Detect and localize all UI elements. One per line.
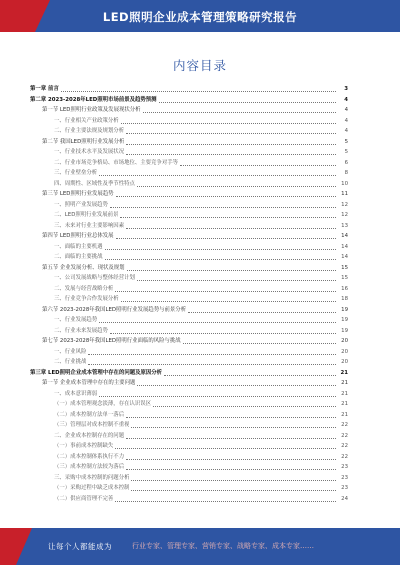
toc-entry-title: 二、行业市场竞争格局、市场地位、主要竞争对手等 bbox=[54, 159, 178, 166]
toc-entry-title: 二、面临的主要挑战 bbox=[54, 254, 103, 260]
toc-entry-page: 15 bbox=[341, 264, 348, 271]
dot-leader bbox=[99, 396, 336, 397]
toc-entry-page: 23 bbox=[341, 485, 348, 491]
toc-entry[interactable] bbox=[30, 158, 348, 169]
toc-entry-page: 21 bbox=[341, 401, 348, 407]
dot-leader bbox=[116, 196, 336, 197]
footer-slogan: 让每个人都能成为 bbox=[48, 542, 112, 551]
toc-entry-page: 4 bbox=[344, 128, 348, 134]
toc-entry[interactable] bbox=[30, 179, 348, 190]
toc-entry-title: 一、行业发展趋势 bbox=[54, 317, 98, 323]
toc-entry-page: 4 bbox=[344, 117, 348, 124]
toc-entry-title: 一、行业风险 bbox=[54, 348, 87, 355]
toc-entry-title: 一、公司发展战略与整体经营计划 bbox=[54, 275, 135, 281]
toc-entry-page: 8 bbox=[344, 170, 348, 176]
toc-entry-page: 20 bbox=[341, 359, 348, 365]
toc-entry-title: 二、行业挑战 bbox=[54, 359, 87, 365]
toc-entry-title: （三）成本控制方法较为落后 bbox=[54, 464, 125, 470]
toc-entry[interactable] bbox=[30, 441, 348, 452]
dot-leader bbox=[153, 406, 336, 407]
toc-entry-page: 3 bbox=[344, 86, 348, 92]
toc-entry-page: 23 bbox=[341, 474, 348, 481]
toc-entry-page: 15 bbox=[341, 275, 348, 281]
toc-entry-page: 21 bbox=[341, 390, 348, 397]
dot-leader bbox=[131, 427, 336, 428]
toc-entry-page: 11 bbox=[341, 191, 348, 197]
toc-entry[interactable] bbox=[30, 399, 348, 410]
table-of-contents bbox=[30, 84, 348, 504]
dot-leader bbox=[164, 375, 336, 376]
dot-leader bbox=[126, 144, 336, 145]
toc-entry[interactable] bbox=[30, 410, 348, 421]
toc-entry-page: 22 bbox=[341, 432, 348, 439]
toc-entry[interactable] bbox=[30, 315, 348, 326]
toc-entry[interactable] bbox=[30, 105, 348, 116]
toc-entry-page: 12 bbox=[341, 212, 348, 218]
toc-entry-page: 14 bbox=[341, 243, 348, 250]
toc-entry-title: 第四节 LED照明行业总体发展 bbox=[42, 233, 114, 239]
dot-leader bbox=[115, 448, 336, 449]
toc-entry[interactable] bbox=[30, 389, 348, 400]
toc-entry-page: 23 bbox=[341, 464, 348, 470]
dot-leader bbox=[126, 228, 336, 229]
toc-entry-title: （二）成本控制体系执行不力 bbox=[54, 453, 125, 460]
toc-entry[interactable] bbox=[30, 431, 348, 442]
toc-entry[interactable] bbox=[30, 473, 348, 484]
toc-entry-page: 5 bbox=[344, 149, 348, 155]
toc-entry-title: （一）事前成本控制缺失 bbox=[54, 443, 114, 449]
toc-entry[interactable] bbox=[30, 452, 348, 463]
toc-entry-title: 三、行业壁垒分析 bbox=[54, 170, 98, 176]
toc-entry-page: 12 bbox=[341, 201, 348, 208]
toc-entry-page: 20 bbox=[341, 338, 348, 344]
toc-entry-title: （三）管理层对成本控制不重视 bbox=[54, 422, 130, 428]
dot-leader bbox=[159, 102, 336, 103]
toc-entry-title: 第二章 2023-2028年LED照明市场前景及趋势预测 bbox=[30, 96, 157, 103]
toc-entry-page: 14 bbox=[341, 254, 348, 260]
dot-leader bbox=[131, 490, 336, 491]
toc-entry-page: 6 bbox=[344, 159, 348, 166]
toc-entry-title: （二）供应商管理不完善 bbox=[54, 495, 114, 502]
toc-entry[interactable] bbox=[30, 189, 348, 200]
toc-entry-title: 第七节 2023-2028年我国LED照明行业面临的风险与挑战 bbox=[42, 338, 181, 344]
toc-entry-page: 5 bbox=[344, 138, 348, 145]
toc-entry[interactable] bbox=[30, 84, 348, 95]
toc-entry-title: 第三章 LED照明企业成本管理中存在的问题及原因分析 bbox=[30, 369, 163, 376]
toc-entry-page: 14 bbox=[341, 233, 348, 239]
toc-entry-page: 18 bbox=[341, 296, 348, 302]
toc-entry-page: 22 bbox=[341, 422, 348, 428]
toc-entry-page: 19 bbox=[341, 306, 348, 313]
toc-entry[interactable] bbox=[30, 221, 348, 232]
toc-entry-title: （一）成本管理观念淡薄，存在认识误区 bbox=[54, 401, 152, 407]
dot-leader bbox=[126, 133, 336, 134]
toc-entry[interactable] bbox=[30, 462, 348, 473]
dot-leader bbox=[105, 259, 336, 260]
dot-leader bbox=[110, 207, 336, 208]
toc-entry[interactable] bbox=[30, 273, 348, 284]
dot-leader bbox=[88, 354, 336, 355]
toc-entry-title: 第一章 前言 bbox=[30, 86, 59, 92]
toc-entry-page: 22 bbox=[341, 443, 348, 449]
toc-entry[interactable] bbox=[30, 200, 348, 211]
toc-entry[interactable] bbox=[30, 494, 348, 505]
toc-entry[interactable] bbox=[30, 252, 348, 263]
toc-entry-title: 第五节 企业发展分析、现状及规划 bbox=[42, 264, 125, 271]
toc-entry[interactable] bbox=[30, 126, 348, 137]
toc-entry[interactable] bbox=[30, 95, 348, 106]
dot-leader bbox=[137, 186, 336, 187]
dot-leader bbox=[126, 459, 336, 460]
toc-entry-page: 13 bbox=[341, 222, 348, 229]
toc-entry-page: 20 bbox=[341, 348, 348, 355]
toc-entry[interactable] bbox=[30, 242, 348, 253]
toc-entry-title: 第一节 LED照明行业政策及发展现状分析 bbox=[42, 107, 141, 113]
toc-entry-title: 一、成本意识薄弱 bbox=[54, 390, 98, 397]
dot-leader bbox=[99, 322, 336, 323]
toc-entry-page: 10 bbox=[341, 180, 348, 187]
toc-entry-title: 一、照明产业发展趋势 bbox=[54, 201, 108, 208]
toc-entry-title: 第三节 LED照明行业发展趋势 bbox=[42, 191, 114, 197]
toc-entry-page: 4 bbox=[344, 107, 348, 113]
dot-leader bbox=[143, 112, 336, 113]
toc-entry-page: 19 bbox=[341, 327, 348, 334]
toc-entry[interactable] bbox=[30, 357, 348, 368]
dot-leader bbox=[183, 343, 336, 344]
toc-entry-title: 第六节 2023-2028年我国LED照明行业发展趋势与前景分析 bbox=[42, 306, 187, 313]
dot-leader bbox=[126, 417, 336, 418]
toc-entry-page: 19 bbox=[341, 317, 348, 323]
dot-leader bbox=[88, 364, 336, 365]
toc-entry-title: 二、发展与经营战略分析 bbox=[54, 285, 114, 292]
toc-entry-title: 第一节 企业成本管理中存在的主要问题 bbox=[42, 380, 136, 386]
dot-leader bbox=[120, 217, 336, 218]
toc-entry[interactable] bbox=[30, 368, 348, 379]
toc-entry-title: 第二节 我国LED照明行业发展分析 bbox=[42, 138, 125, 145]
dot-leader bbox=[137, 280, 336, 281]
toc-entry-title: （二）成本控制方法单一落后 bbox=[54, 411, 125, 418]
dot-leader bbox=[121, 123, 336, 124]
toc-entry[interactable] bbox=[30, 378, 348, 389]
toc-entry[interactable] bbox=[30, 210, 348, 221]
toc-entry-title: 二、行业主要法规及规划分析 bbox=[54, 128, 125, 134]
dot-leader bbox=[115, 291, 336, 292]
toc-entry-page: 24 bbox=[341, 495, 348, 502]
dot-leader bbox=[126, 469, 336, 470]
dot-leader bbox=[110, 333, 336, 334]
toc-entry[interactable] bbox=[30, 326, 348, 337]
footer-accent bbox=[0, 528, 32, 565]
report-title: LED照明企业成本管理策略研究报告 bbox=[102, 10, 298, 24]
toc-entry-page: 22 bbox=[341, 453, 348, 460]
toc-entry-title: （一）采购过程中缺乏成本控制 bbox=[54, 485, 130, 491]
footer-roles: 行业专家、管理专家、营销专家、战略专家、成本专家…… bbox=[132, 542, 314, 550]
toc-entry[interactable] bbox=[30, 231, 348, 242]
toc-entry[interactable] bbox=[30, 116, 348, 127]
toc-entry-page: 21 bbox=[340, 369, 348, 376]
toc-entry[interactable] bbox=[30, 263, 348, 274]
toc-entry-title: 三、采购中成本控制的问题分析 bbox=[54, 474, 130, 481]
report-header bbox=[0, 0, 400, 32]
toc-heading: 内容目录 bbox=[172, 58, 227, 73]
toc-entry[interactable] bbox=[30, 284, 348, 295]
dot-leader bbox=[137, 385, 336, 386]
dot-leader bbox=[105, 249, 336, 250]
toc-entry-title: 一、面临的主要机遇 bbox=[54, 243, 103, 250]
dot-leader bbox=[127, 270, 336, 271]
dot-leader bbox=[121, 301, 336, 302]
dot-leader bbox=[180, 165, 336, 166]
toc-entry[interactable] bbox=[30, 147, 348, 158]
dot-leader bbox=[61, 91, 336, 92]
dot-leader bbox=[131, 480, 336, 481]
toc-entry-page: 16 bbox=[341, 285, 348, 292]
toc-entry-title: 二、LED照明行业发展前景 bbox=[54, 212, 119, 218]
dot-leader bbox=[126, 154, 336, 155]
dot-leader bbox=[188, 312, 336, 313]
dot-leader bbox=[115, 501, 336, 502]
toc-entry[interactable] bbox=[30, 168, 348, 179]
toc-entry-title: 四、周期性、区域性及季节性特点 bbox=[54, 180, 135, 187]
footer-banner bbox=[0, 528, 400, 565]
toc-entry[interactable] bbox=[30, 137, 348, 148]
toc-entry-page: 21 bbox=[341, 411, 348, 418]
toc-entry[interactable] bbox=[30, 294, 348, 305]
dot-leader bbox=[99, 175, 336, 176]
toc-entry[interactable] bbox=[30, 305, 348, 316]
toc-entry-page: 21 bbox=[341, 380, 348, 386]
toc-entry-title: 三、未来对行业主要影响因素 bbox=[54, 222, 125, 229]
toc-entry-title: 二、企业成本控制存在的问题 bbox=[54, 432, 125, 439]
toc-entry-page: 4 bbox=[344, 96, 348, 103]
dot-leader bbox=[126, 438, 336, 439]
dot-leader bbox=[116, 238, 336, 239]
toc-entry-title: 一、行业技术水平及发展状况 bbox=[54, 149, 125, 155]
toc-entry[interactable] bbox=[30, 483, 348, 494]
toc-entry[interactable] bbox=[30, 347, 348, 358]
toc-entry[interactable] bbox=[30, 336, 348, 347]
toc-entry-title: 三、行业竞争合作发展分析 bbox=[54, 296, 119, 302]
toc-entry-title: 二、行业未来发展趋势 bbox=[54, 327, 108, 334]
toc-entry[interactable] bbox=[30, 420, 348, 431]
toc-entry-title: 一、行业相关产业政策分析 bbox=[54, 117, 119, 124]
